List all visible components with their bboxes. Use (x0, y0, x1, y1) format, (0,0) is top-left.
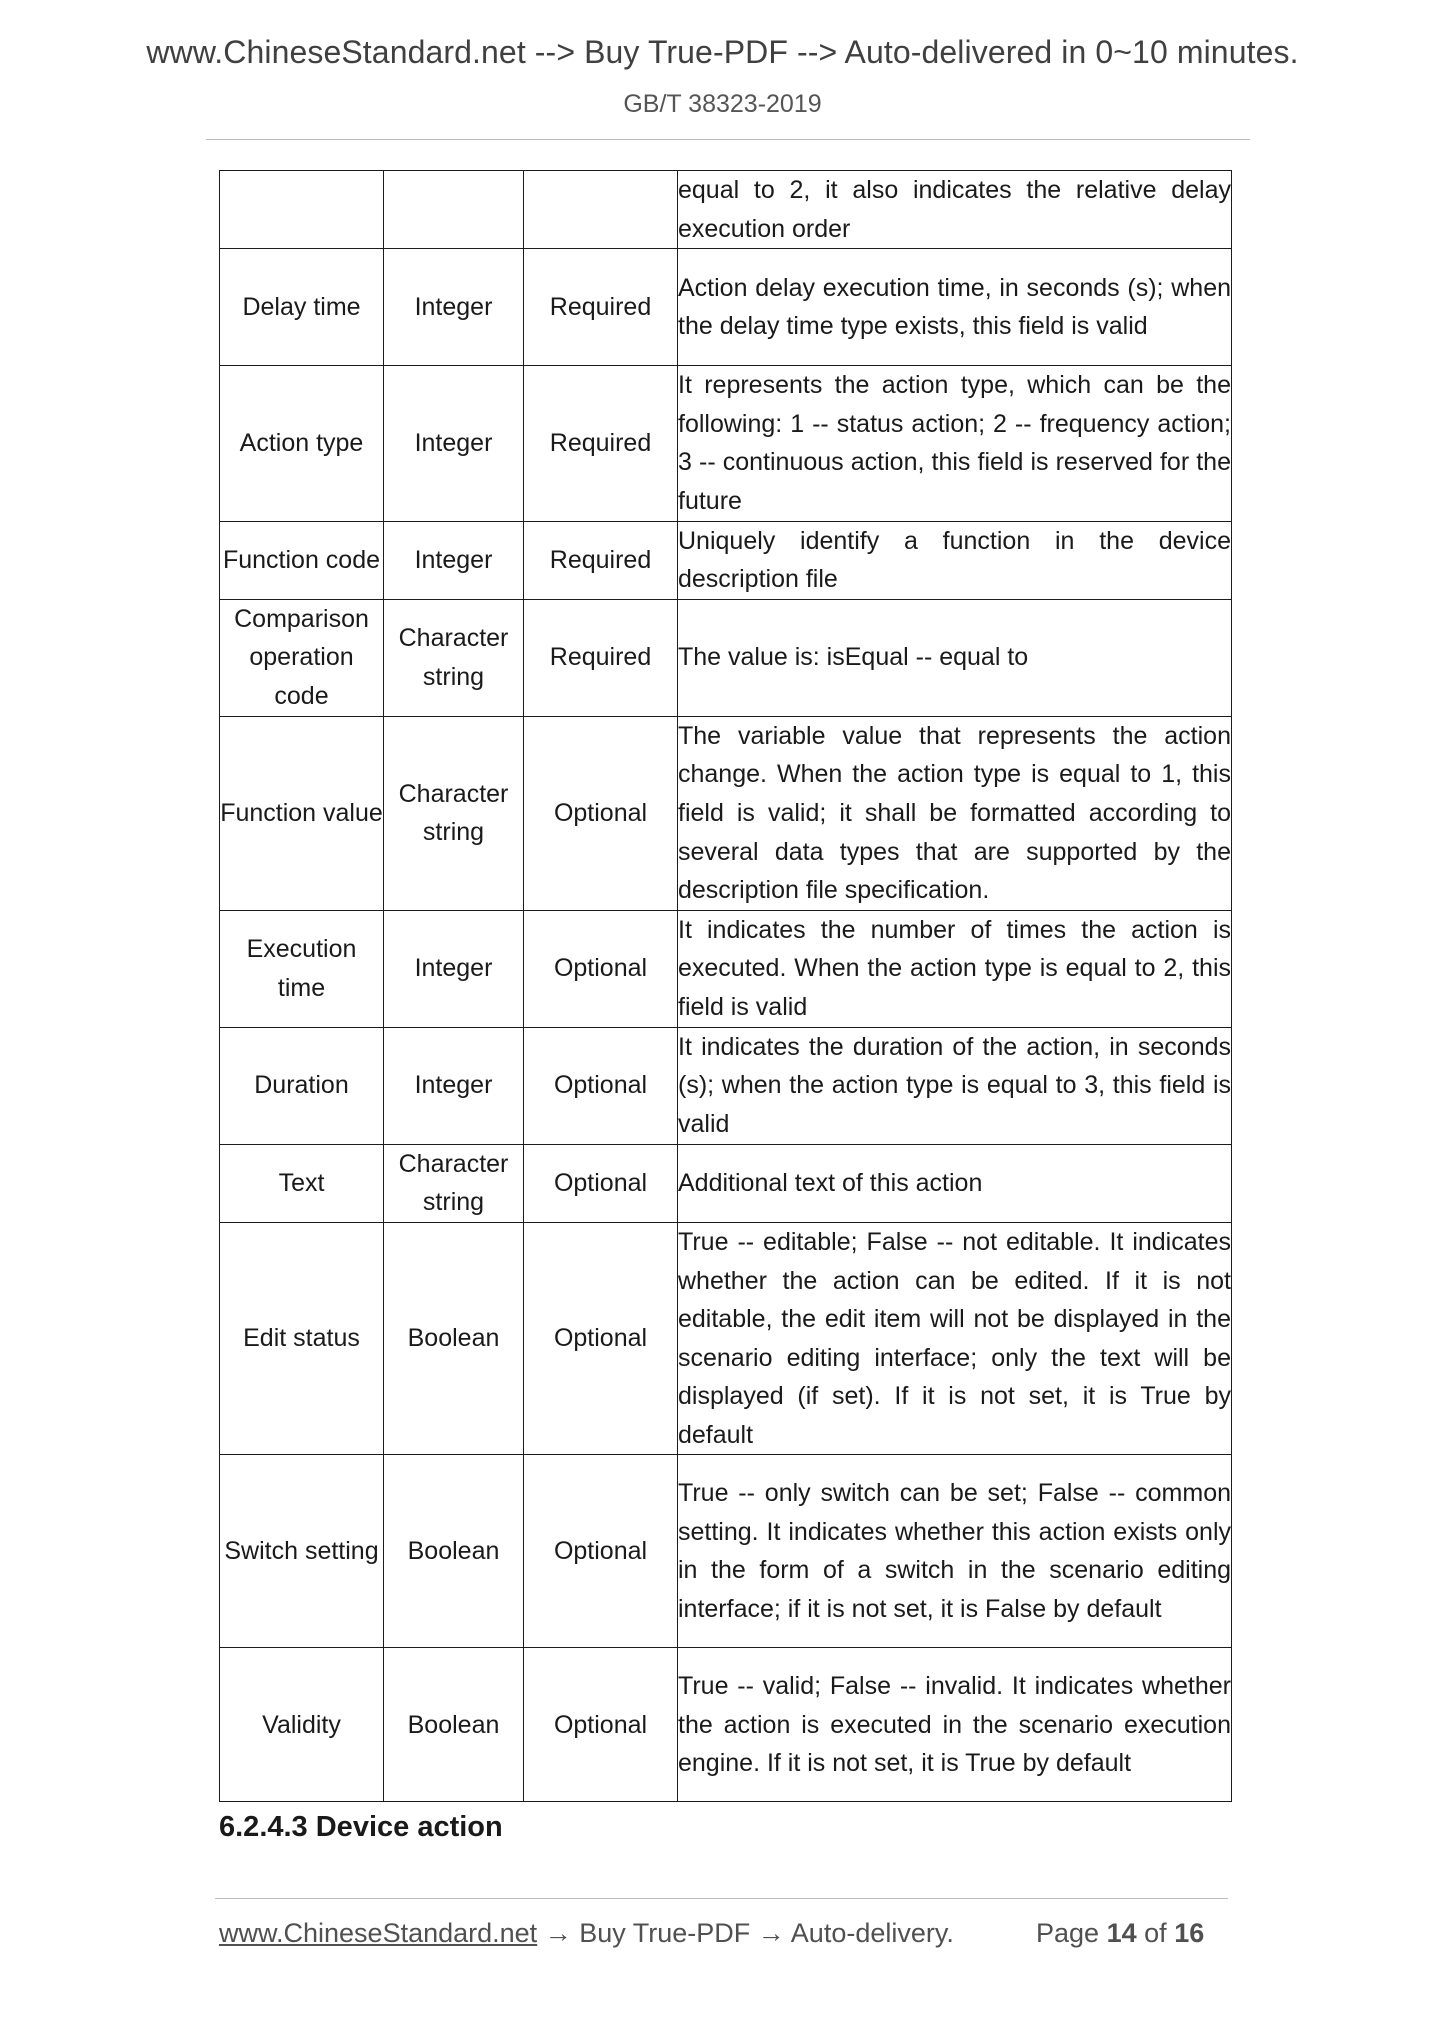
field-name: Comparison operation code (220, 599, 384, 716)
delivery-text: Auto-delivery. (790, 1918, 954, 1948)
field-description: The value is: isEqual -- equal to (678, 599, 1232, 716)
table-row (220, 1648, 1232, 1802)
top-banner: www.ChineseStandard.net --> Buy True-PDF --> Auto-delivered in 0~10 minutes. (146, 34, 1299, 70)
section-heading: 6.2.4.3 Device action (219, 1811, 503, 1843)
field-description: True -- valid; False -- invalid. It indicates whether the action is executed in the scenario execution engine. If it is not set, it is True by default (678, 1648, 1232, 1802)
page-label: Page (1036, 1918, 1100, 1948)
table-row (220, 171, 1232, 249)
field-requirement: Required (524, 249, 678, 366)
arrow-right-icon: → (544, 1918, 572, 1948)
field-description: It represents the action type, which can be the following: 1 -- status action; 2 -- frequency action; 3 -- continuous action, this field is reserved for the future (678, 366, 1232, 521)
field-description: equal to 2, it also indicates the relative delay execution order (678, 171, 1232, 249)
table-row (220, 521, 1232, 599)
field-description: True -- editable; False -- not editable. It indicates whether the action can be edited. If it is not editable, the edit item will not be displayed in the scenario editing interface; only the text will be displayed (if set). If it is not set, it is True by default (678, 1222, 1232, 1455)
field-requirement: Required (524, 599, 678, 716)
arrow-right-icon: → (757, 1918, 785, 1948)
field-type: Integer (384, 910, 524, 1027)
field-requirement: Optional (524, 716, 678, 910)
field-requirement: Required (524, 366, 678, 521)
field-description: True -- only switch can be set; False -- common setting. It indicates whether this action exists only in the form of a switch in the scenario editing interface; if it is not set, it is False by default (678, 1455, 1232, 1648)
field-description: Additional text of this action (678, 1144, 1232, 1222)
field-description: It indicates the number of times the action is executed. When the action type is equal to 2, this field is valid (678, 910, 1232, 1027)
field-requirement: Optional (524, 1648, 678, 1802)
site-link[interactable]: www.ChineseStandard.net (219, 1918, 538, 1948)
field-type: Boolean (384, 1648, 524, 1802)
field-requirement: Optional (524, 1144, 678, 1222)
field-name: Function value (220, 716, 384, 910)
page-total: 16 (1174, 1918, 1205, 1948)
table-row (220, 249, 1232, 366)
footer-divider (215, 1898, 1228, 1899)
field-description: Uniquely identify a function in the device description file (678, 521, 1232, 599)
field-description: It indicates the duration of the action, in seconds (s); when the action type is equal to 3, this field is valid (678, 1027, 1232, 1144)
buy-text: Buy True-PDF (579, 1918, 751, 1948)
table-row (220, 1144, 1232, 1222)
field-name: Function code (220, 521, 384, 599)
field-requirement: Optional (524, 910, 678, 1027)
table-row (220, 1455, 1232, 1648)
field-name: Delay time (220, 249, 384, 366)
field-type: Integer (384, 249, 524, 366)
field-requirement: Optional (524, 1027, 678, 1144)
field-description: The variable value that represents the action change. When the action type is equal to 1, this field is valid; it shall be formatted according to several data types that are supported by the description file specification. (678, 716, 1232, 910)
field-type: Integer (384, 1027, 524, 1144)
field-type: Integer (384, 521, 524, 599)
field-type (384, 171, 524, 249)
page-number: 14 (1106, 1918, 1137, 1948)
field-requirement (524, 171, 678, 249)
field-name: Edit status (220, 1222, 384, 1455)
table-row (220, 1222, 1232, 1455)
field-name: Text (220, 1144, 384, 1222)
field-name: Action type (220, 366, 384, 521)
field-name: Switch setting (220, 1455, 384, 1648)
table-row (220, 1027, 1232, 1144)
field-type: Boolean (384, 1222, 524, 1455)
field-name: Duration (220, 1027, 384, 1144)
table-row (220, 716, 1232, 910)
field-name: Execution time (220, 910, 384, 1027)
field-type: Integer (384, 366, 524, 521)
field-description: Action delay execution time, in seconds (s); when the delay time type exists, this field is valid (678, 249, 1232, 366)
document-id: GB/T 38323-2019 (623, 90, 822, 118)
field-requirement: Optional (524, 1222, 678, 1455)
field-requirement: Optional (524, 1455, 678, 1648)
field-spec-table (219, 170, 1232, 1802)
table-row (220, 366, 1232, 521)
table-row (220, 599, 1232, 716)
field-type: Boolean (384, 1455, 524, 1648)
field-name: Validity (220, 1648, 384, 1802)
header-divider (206, 139, 1250, 140)
field-type: Character string (384, 599, 524, 716)
field-requirement: Required (524, 521, 678, 599)
table-row (220, 910, 1232, 1027)
of-label: of (1144, 1918, 1167, 1948)
page-indicator (1036, 1918, 1204, 1949)
field-type: Character string (384, 716, 524, 910)
field-name (220, 171, 384, 249)
field-type: Character string (384, 1144, 524, 1222)
footer-links (219, 1918, 954, 1949)
